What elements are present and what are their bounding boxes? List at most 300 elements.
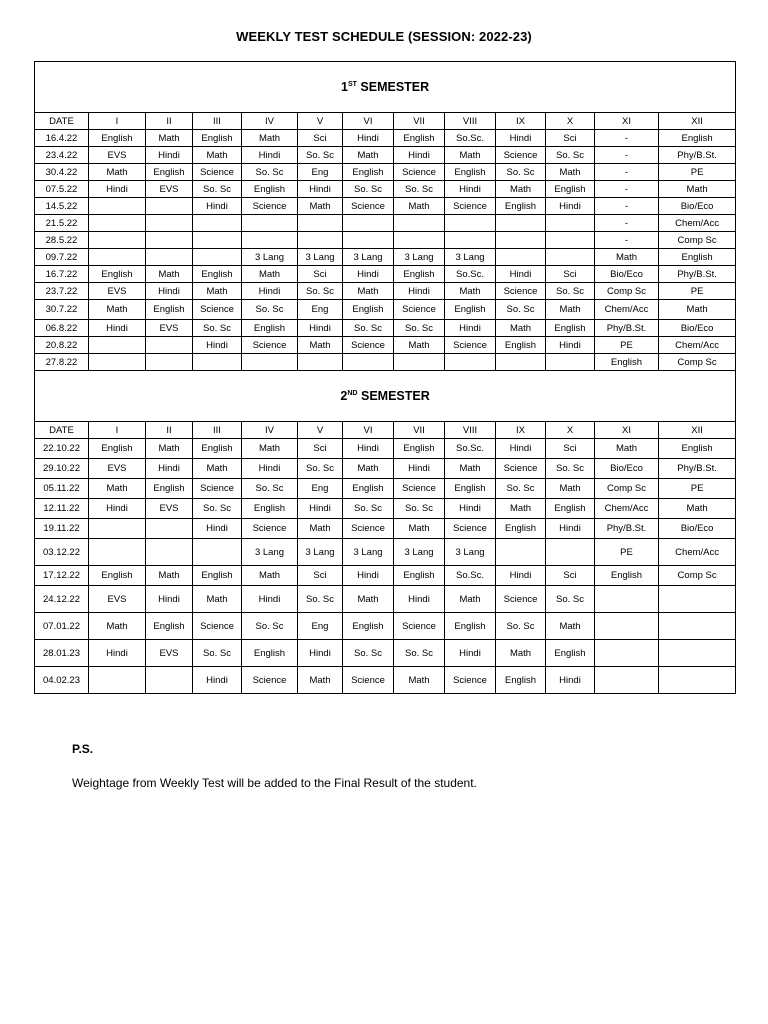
subject-cell: Sci — [298, 266, 343, 283]
date-cell: 05.11.22 — [35, 479, 89, 499]
date-cell: 29.10.22 — [35, 459, 89, 479]
subject-cell — [595, 586, 659, 613]
table-row — [35, 519, 736, 539]
table-row — [35, 439, 736, 459]
subject-cell: So.Sc. — [445, 266, 496, 283]
subject-cell: English — [496, 519, 546, 539]
subject-cell: Bio/Eco — [659, 198, 736, 215]
subject-cell: English — [193, 439, 242, 459]
subject-cell: PE — [595, 539, 659, 566]
subject-cell — [546, 215, 595, 232]
subject-cell — [298, 232, 343, 249]
table-row — [35, 667, 736, 694]
subject-cell — [89, 198, 146, 215]
subject-cell: PE — [659, 164, 736, 181]
subject-cell: Math — [298, 519, 343, 539]
subject-cell — [242, 354, 298, 371]
subject-cell: English — [394, 266, 445, 283]
subject-cell — [146, 337, 193, 354]
subject-cell — [496, 354, 546, 371]
schedule-table — [34, 61, 736, 694]
subject-cell: Science — [496, 586, 546, 613]
table-row — [35, 147, 736, 164]
subject-cell: Hindi — [298, 181, 343, 198]
column-header: V — [298, 113, 343, 130]
subject-cell — [146, 519, 193, 539]
subject-cell — [89, 354, 146, 371]
subject-cell: 3 Lang — [445, 249, 496, 266]
subject-cell: Science — [445, 337, 496, 354]
subject-cell: Math — [659, 300, 736, 320]
date-cell: 09.7.22 — [35, 249, 89, 266]
subject-cell: Chem/Acc — [659, 539, 736, 566]
date-cell: 19.11.22 — [35, 519, 89, 539]
subject-cell — [394, 215, 445, 232]
subject-cell: Science — [445, 198, 496, 215]
subject-cell: Sci — [546, 566, 595, 586]
subject-cell: Comp Sc — [659, 354, 736, 371]
subject-cell: Comp Sc — [659, 232, 736, 249]
subject-cell — [193, 232, 242, 249]
subject-cell: So. Sc — [242, 300, 298, 320]
subject-cell: Hindi — [496, 566, 546, 586]
subject-cell: Hindi — [394, 586, 445, 613]
subject-cell — [496, 232, 546, 249]
subject-cell: English — [193, 266, 242, 283]
subject-cell: Hindi — [445, 320, 496, 337]
column-header: XII — [659, 422, 736, 439]
subject-cell — [89, 519, 146, 539]
column-header: II — [146, 113, 193, 130]
subject-cell: Science — [394, 479, 445, 499]
subject-cell: Hindi — [445, 499, 496, 519]
subject-cell: English — [242, 499, 298, 519]
subject-cell: Hindi — [298, 320, 343, 337]
subject-cell: Hindi — [89, 320, 146, 337]
subject-cell: So. Sc — [496, 613, 546, 640]
table-row — [35, 249, 736, 266]
subject-cell: So. Sc — [394, 640, 445, 667]
subject-cell: Science — [242, 198, 298, 215]
column-header: DATE — [35, 113, 89, 130]
date-cell: 28.5.22 — [35, 232, 89, 249]
subject-cell — [546, 354, 595, 371]
subject-cell: Chem/Acc — [659, 215, 736, 232]
subject-cell — [394, 232, 445, 249]
subject-cell — [193, 354, 242, 371]
subject-cell — [343, 354, 394, 371]
subject-cell: English — [242, 640, 298, 667]
date-cell: 14.5.22 — [35, 198, 89, 215]
subject-cell: EVS — [146, 640, 193, 667]
subject-cell: So. Sc — [193, 320, 242, 337]
subject-cell: English — [595, 354, 659, 371]
subject-cell: Phy/B.St. — [595, 320, 659, 337]
subject-cell: English — [146, 613, 193, 640]
date-cell: 27.8.22 — [35, 354, 89, 371]
subject-cell: Science — [242, 667, 298, 694]
subject-cell: Math — [193, 283, 242, 300]
subject-cell: So. Sc — [298, 459, 343, 479]
subject-cell: English — [445, 164, 496, 181]
column-header: I — [89, 113, 146, 130]
subject-cell: So. Sc — [496, 479, 546, 499]
subject-cell — [546, 232, 595, 249]
subject-cell: Chem/Acc — [595, 499, 659, 519]
date-cell: 22.10.22 — [35, 439, 89, 459]
subject-cell — [595, 640, 659, 667]
subject-cell: Math — [298, 198, 343, 215]
subject-cell: English — [659, 249, 736, 266]
table-row — [35, 181, 736, 198]
subject-cell: Math — [595, 439, 659, 459]
subject-cell: So. Sc — [193, 640, 242, 667]
date-cell: 24.12.22 — [35, 586, 89, 613]
subject-cell — [146, 198, 193, 215]
subject-cell: Hindi — [146, 147, 193, 164]
column-header: X — [546, 422, 595, 439]
subject-cell — [298, 354, 343, 371]
subject-cell: English — [146, 164, 193, 181]
subject-cell: Phy/B.St. — [659, 147, 736, 164]
subject-cell: Math — [496, 181, 546, 198]
column-header: III — [193, 422, 242, 439]
subject-cell: Math — [546, 164, 595, 181]
subject-cell: Science — [496, 283, 546, 300]
subject-cell: EVS — [89, 147, 146, 164]
subject-cell: Hindi — [193, 198, 242, 215]
subject-cell: Hindi — [89, 640, 146, 667]
subject-cell: Science — [394, 164, 445, 181]
subject-cell: English — [343, 164, 394, 181]
subject-cell: So. Sc — [343, 181, 394, 198]
subject-cell: 3 Lang — [343, 249, 394, 266]
subject-cell: Math — [445, 459, 496, 479]
subject-cell: Hindi — [193, 337, 242, 354]
subject-cell: Hindi — [89, 181, 146, 198]
subject-cell: Math — [298, 667, 343, 694]
table-row — [35, 499, 736, 519]
subject-cell: Science — [394, 613, 445, 640]
subject-cell: Science — [343, 337, 394, 354]
subject-cell: 3 Lang — [394, 539, 445, 566]
date-cell: 30.4.22 — [35, 164, 89, 181]
subject-cell: Math — [343, 283, 394, 300]
date-cell: 20.8.22 — [35, 337, 89, 354]
subject-cell: Hindi — [343, 130, 394, 147]
subject-cell — [89, 667, 146, 694]
subject-cell: Math — [89, 164, 146, 181]
subject-cell: Math — [595, 249, 659, 266]
subject-cell: Math — [343, 586, 394, 613]
column-header: IX — [496, 113, 546, 130]
subject-cell: So.Sc. — [445, 130, 496, 147]
subject-cell — [193, 215, 242, 232]
semester2-heading-row — [35, 371, 736, 422]
subject-cell: English — [146, 479, 193, 499]
subject-cell — [193, 249, 242, 266]
subject-cell: PE — [595, 337, 659, 354]
subject-cell: Math — [659, 181, 736, 198]
subject-cell — [659, 640, 736, 667]
table-row — [35, 479, 736, 499]
subject-cell: So. Sc — [343, 320, 394, 337]
subject-cell: Math — [445, 147, 496, 164]
subject-cell: Math — [496, 320, 546, 337]
subject-cell: Eng — [298, 164, 343, 181]
subject-cell: Math — [146, 439, 193, 459]
table-row — [35, 354, 736, 371]
subject-cell: So. Sc — [496, 164, 546, 181]
semester2-heading — [35, 371, 736, 422]
subject-cell: So. Sc — [546, 459, 595, 479]
subject-cell: Math — [193, 147, 242, 164]
subject-cell: Math — [298, 337, 343, 354]
subject-cell: So.Sc. — [445, 566, 496, 586]
subject-cell: Math — [146, 130, 193, 147]
subject-cell: Sci — [298, 439, 343, 459]
column-header: VII — [394, 422, 445, 439]
subject-cell — [242, 215, 298, 232]
subject-cell: EVS — [146, 181, 193, 198]
subject-cell: English — [445, 613, 496, 640]
weightage-note: Weightage from Weekly Test will be added to the Final Result of the student. — [72, 776, 477, 790]
subject-cell: Comp Sc — [659, 566, 736, 586]
subject-cell — [496, 215, 546, 232]
subject-cell — [193, 539, 242, 566]
subject-cell: Math — [89, 479, 146, 499]
table-row — [35, 283, 736, 300]
subject-cell: Math — [659, 499, 736, 519]
subject-cell: Math — [546, 613, 595, 640]
subject-cell: Eng — [298, 479, 343, 499]
subject-cell: So. Sc — [242, 164, 298, 181]
subject-cell: Math — [496, 640, 546, 667]
subject-cell: - — [595, 147, 659, 164]
subject-cell: Science — [193, 479, 242, 499]
subject-cell: Hindi — [496, 439, 546, 459]
subject-cell: English — [546, 320, 595, 337]
subject-cell — [89, 539, 146, 566]
subject-cell: Hindi — [242, 459, 298, 479]
semester1-suffix: ST — [347, 80, 357, 88]
subject-cell — [146, 354, 193, 371]
subject-cell: 3 Lang — [343, 539, 394, 566]
subject-cell — [659, 586, 736, 613]
subject-cell: Hindi — [298, 640, 343, 667]
subject-cell: 3 Lang — [394, 249, 445, 266]
subject-cell: 3 Lang — [298, 249, 343, 266]
subject-cell: Math — [546, 300, 595, 320]
subject-cell — [595, 667, 659, 694]
table-row — [35, 232, 736, 249]
subject-cell: English — [89, 439, 146, 459]
table-row — [35, 640, 736, 667]
subject-cell: Math — [242, 130, 298, 147]
subject-cell: Bio/Eco — [659, 519, 736, 539]
subject-cell: Science — [193, 300, 242, 320]
subject-cell: Hindi — [546, 667, 595, 694]
subject-cell: - — [595, 232, 659, 249]
subject-cell — [146, 249, 193, 266]
subject-cell: English — [394, 439, 445, 459]
semester1-number: 1 — [341, 80, 348, 94]
subject-cell: Hindi — [496, 130, 546, 147]
table-row — [35, 320, 736, 337]
subject-cell — [595, 613, 659, 640]
subject-cell: English — [445, 300, 496, 320]
subject-cell — [546, 249, 595, 266]
subject-cell: Hindi — [146, 283, 193, 300]
column-header: VIII — [445, 113, 496, 130]
subject-cell: Science — [445, 667, 496, 694]
date-cell: 12.11.22 — [35, 499, 89, 519]
subject-cell: Math — [445, 283, 496, 300]
subject-cell: So. Sc — [496, 300, 546, 320]
subject-cell: English — [546, 499, 595, 519]
subject-cell: Hindi — [298, 499, 343, 519]
subject-cell: English — [496, 337, 546, 354]
column-header: XI — [595, 422, 659, 439]
date-cell: 06.8.22 — [35, 320, 89, 337]
subject-cell: Hindi — [89, 499, 146, 519]
date-cell: 07.5.22 — [35, 181, 89, 198]
subject-cell: So. Sc — [546, 586, 595, 613]
subject-cell: Math — [146, 266, 193, 283]
subject-cell: English — [496, 667, 546, 694]
subject-cell — [659, 667, 736, 694]
subject-cell: - — [595, 164, 659, 181]
subject-cell: Hindi — [242, 283, 298, 300]
subject-cell: 3 Lang — [298, 539, 343, 566]
subject-cell: 3 Lang — [242, 539, 298, 566]
subject-cell: Phy/B.St. — [659, 266, 736, 283]
subject-cell: Bio/Eco — [659, 320, 736, 337]
subject-cell: Hindi — [146, 459, 193, 479]
subject-cell — [445, 232, 496, 249]
subject-cell: Science — [394, 300, 445, 320]
column-header: V — [298, 422, 343, 439]
subject-cell: English — [659, 130, 736, 147]
subject-cell: Hindi — [445, 640, 496, 667]
page-title: WEEKLY TEST SCHEDULE (SESSION: 2022-23) — [236, 29, 532, 44]
subject-cell — [146, 232, 193, 249]
subject-cell — [496, 539, 546, 566]
subject-cell: Hindi — [445, 181, 496, 198]
subject-cell: Science — [193, 164, 242, 181]
column-header: X — [546, 113, 595, 130]
semester2-column-header-row — [35, 422, 736, 439]
subject-cell: Hindi — [193, 519, 242, 539]
subject-cell: EVS — [146, 320, 193, 337]
subject-cell: Sci — [546, 439, 595, 459]
subject-cell: Sci — [546, 266, 595, 283]
subject-cell: So. Sc — [343, 499, 394, 519]
subject-cell: So. Sc — [193, 499, 242, 519]
subject-cell: English — [343, 300, 394, 320]
subject-cell: English — [343, 613, 394, 640]
subject-cell: Math — [496, 499, 546, 519]
subject-cell: English — [445, 479, 496, 499]
subject-cell: 3 Lang — [445, 539, 496, 566]
subject-cell: Math — [394, 519, 445, 539]
subject-cell: Hindi — [496, 266, 546, 283]
subject-cell: PE — [659, 283, 736, 300]
column-header: IV — [242, 422, 298, 439]
subject-cell: English — [546, 181, 595, 198]
subject-cell: Sci — [298, 130, 343, 147]
subject-cell: Hindi — [394, 283, 445, 300]
subject-cell: Math — [242, 566, 298, 586]
subject-cell — [659, 613, 736, 640]
subject-cell: English — [89, 566, 146, 586]
semester2-suffix: ND — [347, 389, 358, 397]
subject-cell: English — [242, 320, 298, 337]
subject-cell: Hindi — [193, 667, 242, 694]
subject-cell: Phy/B.St. — [595, 519, 659, 539]
table-row — [35, 586, 736, 613]
subject-cell: Hindi — [394, 147, 445, 164]
subject-cell: English — [193, 566, 242, 586]
subject-cell: Math — [394, 667, 445, 694]
subject-cell: Bio/Eco — [595, 266, 659, 283]
subject-cell: Chem/Acc — [659, 337, 736, 354]
subject-cell: Hindi — [242, 147, 298, 164]
subject-cell: - — [595, 130, 659, 147]
subject-cell: Math — [242, 266, 298, 283]
subject-cell: English — [595, 566, 659, 586]
subject-cell: Science — [242, 337, 298, 354]
table-row — [35, 566, 736, 586]
subject-cell: Chem/Acc — [595, 300, 659, 320]
subject-cell: So. Sc — [394, 320, 445, 337]
subject-cell: Hindi — [146, 586, 193, 613]
semester2-label: SEMESTER — [360, 389, 430, 403]
subject-cell: Math — [343, 459, 394, 479]
subject-cell: So. Sc — [394, 499, 445, 519]
date-cell: 23.4.22 — [35, 147, 89, 164]
table-row — [35, 164, 736, 181]
subject-cell: Eng — [298, 613, 343, 640]
subject-cell: So. Sc — [546, 283, 595, 300]
column-header: XI — [595, 113, 659, 130]
subject-cell: Hindi — [343, 439, 394, 459]
subject-cell: Science — [242, 519, 298, 539]
subject-cell: Sci — [546, 130, 595, 147]
table-row — [35, 300, 736, 320]
table-row — [35, 613, 736, 640]
subject-cell: Hindi — [242, 586, 298, 613]
subject-cell: English — [89, 266, 146, 283]
date-cell: 16.4.22 — [35, 130, 89, 147]
column-header: II — [146, 422, 193, 439]
column-header: VIII — [445, 422, 496, 439]
subject-cell: Math — [394, 198, 445, 215]
subject-cell — [242, 232, 298, 249]
table-row — [35, 266, 736, 283]
subject-cell: Hindi — [546, 198, 595, 215]
column-header: IX — [496, 422, 546, 439]
subject-cell — [89, 215, 146, 232]
subject-cell: English — [394, 566, 445, 586]
subject-cell: So. Sc — [343, 640, 394, 667]
subject-cell — [343, 232, 394, 249]
semester1-heading-row — [35, 62, 736, 113]
subject-cell: Science — [496, 459, 546, 479]
subject-cell: So. Sc — [193, 181, 242, 198]
subject-cell: Science — [343, 667, 394, 694]
subject-cell — [89, 232, 146, 249]
